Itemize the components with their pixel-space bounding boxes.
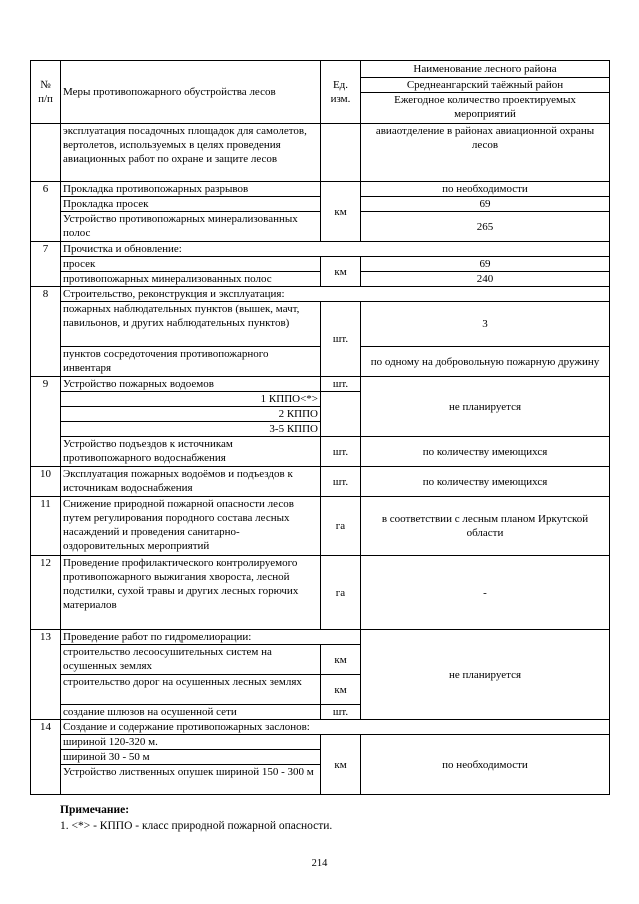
- table-row: [31, 182, 610, 197]
- measure-cell: противопожарных минерализованных полос: [61, 272, 321, 287]
- unit-cell: км: [321, 182, 361, 242]
- header-region-name: Среднеангарский таёжный район: [361, 78, 610, 93]
- header-region-label: Наименование лесного района: [361, 61, 610, 78]
- qty-cell: 69: [361, 257, 610, 272]
- unit-cell: км: [321, 257, 361, 287]
- measure-cell: Проведение профилактического контролируемого противопожарного выжигания хвороста, лесной подстилки, сухой травы и других лесных горючих материалов: [61, 556, 321, 630]
- table-row: [31, 467, 610, 497]
- table-row: [31, 302, 610, 347]
- header-num: № п/п: [31, 61, 61, 124]
- num-cell: 13: [31, 630, 61, 720]
- fire-safety-measures-table: [30, 60, 610, 795]
- table-row: [31, 347, 610, 377]
- qty-cell: по необходимости: [361, 735, 610, 795]
- unit-cell: шт.: [321, 377, 361, 392]
- measure-cell: эксплуатация посадочных площадок для самолетов, вертолетов, используемых в целях проведения авиационных работ по охране и защите лесов: [61, 124, 321, 182]
- qty-cell: 69: [361, 197, 610, 212]
- qty-cell: -: [361, 556, 610, 630]
- measure-cell: Прокладка противопожарных разрывов: [61, 182, 321, 197]
- measure-cell: строительство дорог на осушенных лесных землях: [61, 675, 321, 705]
- measure-cell: 2 КППО: [61, 407, 321, 422]
- unit-cell: шт.: [321, 705, 361, 720]
- table-header-row: [31, 61, 610, 78]
- measure-cell: Эксплуатация пожарных водоёмов и подъездов к источникам водоснабжения: [61, 467, 321, 497]
- table-row: [31, 197, 610, 212]
- measure-cell: шириной 120-320 м.: [61, 735, 321, 750]
- num-cell: [31, 124, 61, 182]
- unit-cell: км: [321, 675, 361, 705]
- table-row: [31, 124, 610, 182]
- table-row: [31, 556, 610, 630]
- measure-cell: создание шлюзов на осушенной сети: [61, 705, 321, 720]
- measure-cell: Устройство подъездов к источникам противопожарного водоснабжения: [61, 437, 321, 467]
- num-cell: 8: [31, 287, 61, 377]
- table-row: [31, 720, 610, 735]
- table-row: [31, 212, 610, 242]
- header-annual-label: Ежегодное количество проектируемых мероприятий: [361, 93, 610, 124]
- num-cell: 12: [31, 556, 61, 630]
- table-row: [31, 377, 610, 392]
- unit-cell: км: [321, 735, 361, 795]
- measure-cell: просек: [61, 257, 321, 272]
- table-row: [31, 257, 610, 272]
- table-row: [31, 437, 610, 467]
- num-cell: 14: [31, 720, 61, 795]
- unit-cell: шт.: [321, 437, 361, 467]
- num-cell: 9: [31, 377, 61, 467]
- table-row: [31, 497, 610, 556]
- qty-cell: не планируется: [361, 377, 610, 437]
- measure-cell: строительство лесоосушительных систем на осушенных землях: [61, 645, 321, 675]
- unit-cell: га: [321, 556, 361, 630]
- unit-cell: км: [321, 645, 361, 675]
- unit-cell: [321, 124, 361, 182]
- measure-cell: пожарных наблюдательных пунктов (вышек, мачт, павильонов, и других наблюдательных пунктов): [61, 302, 321, 347]
- measure-cell: Прочистка и обновление:: [61, 242, 610, 257]
- qty-cell: 3: [361, 302, 610, 347]
- qty-cell: в соответствии с лесным планом Иркутской области: [361, 497, 610, 556]
- measure-cell: Снижение природной пожарной опасности лесов путем регулирования породного состава лесных насаждений и проведения санитарно-оздоровительных мероприятий: [61, 497, 321, 556]
- qty-cell: по одному на добровольную пожарную дружину: [361, 347, 610, 377]
- num-cell: 7: [31, 242, 61, 287]
- measure-cell: Устройство противопожарных минерализованных полос: [61, 212, 321, 242]
- header-unit: Ед. изм.: [321, 61, 361, 124]
- table-row: [31, 735, 610, 750]
- qty-cell: авиаотделение в районах авиационной охраны лесов: [361, 124, 610, 182]
- table-row: [31, 272, 610, 287]
- measure-cell: Создание и содержание противопожарных заслонов:: [61, 720, 610, 735]
- unit-cell: шт.: [321, 302, 361, 377]
- measure-cell: 3-5 КППО: [61, 422, 321, 437]
- qty-cell: по количеству имеющихся: [361, 437, 610, 467]
- measure-cell: Проведение работ по гидромелиорации:: [61, 630, 361, 645]
- num-cell: 11: [31, 497, 61, 556]
- measure-cell: 1 КППО<*>: [61, 392, 321, 407]
- measure-cell: Прокладка просек: [61, 197, 321, 212]
- qty-cell: по необходимости: [361, 182, 610, 197]
- qty-cell: по количеству имеющихся: [361, 467, 610, 497]
- unit-cell: шт.: [321, 467, 361, 497]
- num-cell: 6: [31, 182, 61, 242]
- qty-cell: не планируется: [361, 630, 610, 720]
- measure-cell: шириной 30 - 50 м: [61, 750, 321, 765]
- measure-cell: Устройство пожарных водоемов: [61, 377, 321, 392]
- table-row: [31, 287, 610, 302]
- qty-cell: 265: [361, 212, 610, 242]
- measure-cell: пунктов сосредоточения противопожарного инвентаря: [61, 347, 321, 377]
- table-row: [31, 630, 610, 645]
- header-measure: Меры противопожарного обустройства лесов: [61, 61, 321, 124]
- table-row: [31, 242, 610, 257]
- measure-cell: Строительство, реконструкция и эксплуатация:: [61, 287, 610, 302]
- page-number: 214: [311, 858, 328, 869]
- num-cell: 10: [31, 467, 61, 497]
- qty-cell: 240: [361, 272, 610, 287]
- measure-cell: Устройство лиственных опушек шириной 150 - 300 м: [61, 765, 321, 795]
- note-text: 1. <*> - КППО - класс природной пожарной опасности.: [60, 820, 333, 832]
- note-title: Примечание:: [60, 804, 130, 816]
- unit-cell: га: [321, 497, 361, 556]
- unit-cell: [321, 392, 361, 437]
